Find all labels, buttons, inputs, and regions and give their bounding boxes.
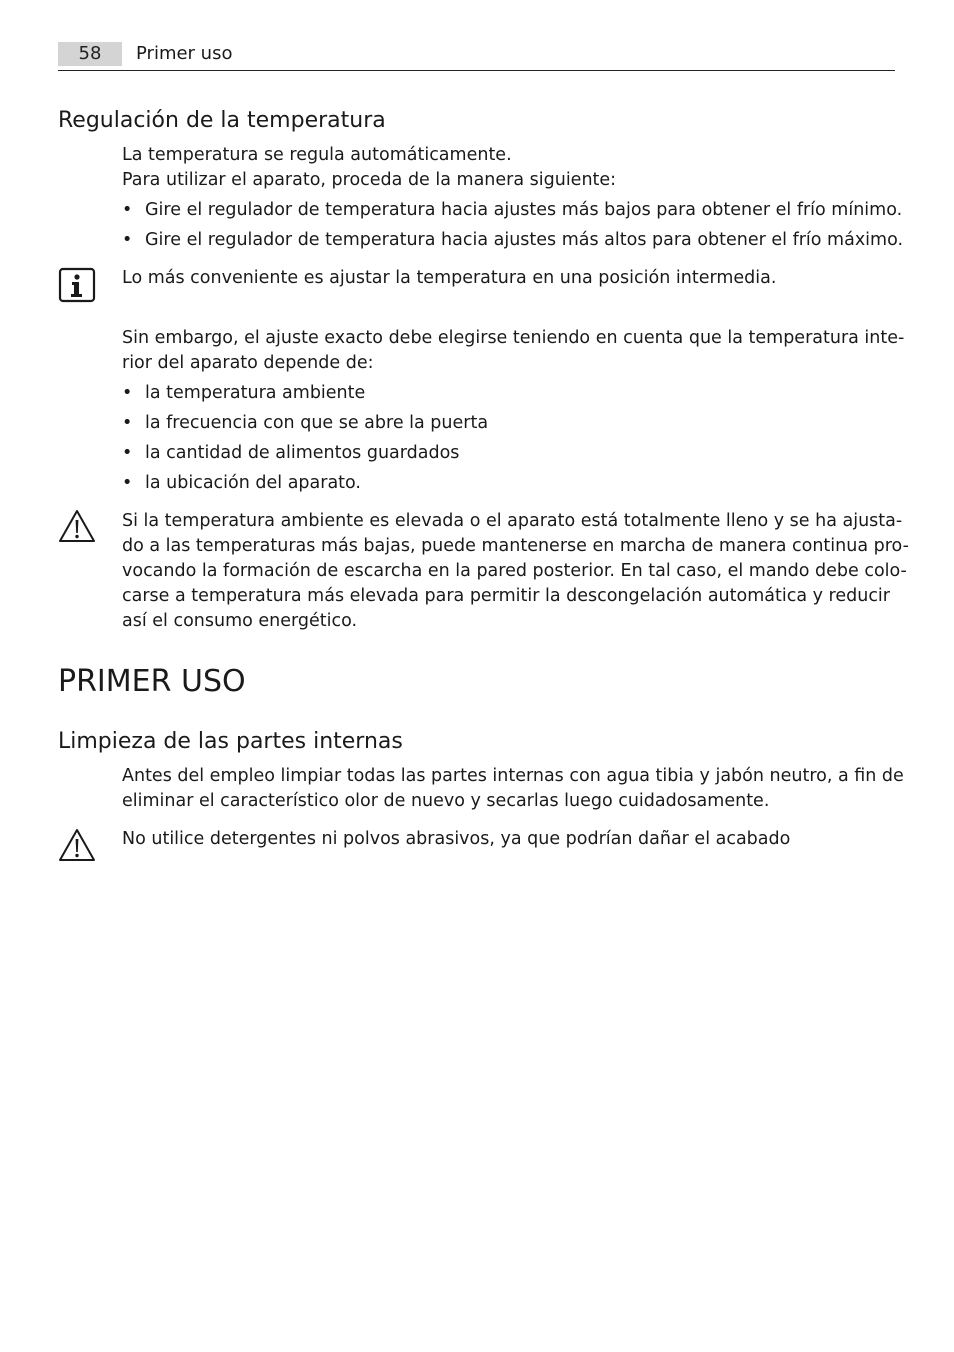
info-note [122,266,897,291]
cleaning-paragraph [122,764,904,814]
paragraph-line: vocando la formación de escarcha en la pared posterior. En tal caso, el mando debe colo- [122,561,907,581]
bullet-marker: • [122,230,133,250]
paragraph-line: La temperatura se regula automáticamente. [122,145,512,165]
list-item-text: la cantidad de alimentos guardados [145,443,460,463]
paragraph-line: carse a temperatura más elevada para permitir la descongelación automática y reducir [122,586,890,606]
paragraph-line: así el consumo energético. [122,611,358,631]
paragraph-line: do a las temperaturas más bajas, puede mantenerse en marcha de manera continua pro- [122,536,909,556]
paragraph-line: eliminar el característico olor de nuevo y secarlas luego cuidadosamente. [122,791,770,811]
page-header [58,40,895,72]
list-item-text: la frecuencia con que se abre la puerta [145,413,489,433]
paragraph-line: Antes del empleo limpiar todas las partes internas con agua tibia y jabón neutro, a fin de [122,766,904,786]
list-item-text: Gire el regulador de temperatura hacia ajustes más bajos para obtener el frío mínimo. [145,200,903,220]
paragraph-line: Para utilizar el aparato, proceda de la manera siguiente: [122,170,617,190]
heading-temperature-regulation: Regulación de la temperatura [58,108,386,133]
paragraph-line: Si la temperatura ambiente es elevada o el aparato está totalmente lleno y se ha ajusta- [122,511,903,531]
bullet-marker: • [122,383,133,403]
warning-paragraph [122,509,909,634]
warning-icon [58,508,96,544]
abrasive-warning [122,827,897,852]
heading-cleaning: Limpieza de las partes internas [58,729,403,754]
list-item-text: la temperatura ambiente [145,383,366,403]
header-rule [58,70,895,71]
bullet-marker: • [122,443,133,463]
bullet-marker: • [122,473,133,493]
paragraph-line: Lo más conveniente es ajustar la temperatura en una posición intermedia. [122,268,777,288]
list-item-text: la ubicación del aparato. [145,473,361,493]
bullet-marker: • [122,413,133,433]
paragraph-line: Sin embargo, el ajuste exacto debe elegirse teniendo en cuenta que la temperatura inte- [122,328,905,348]
paragraph-line: No utilice detergentes ni polvos abrasivos, ya que podrían dañar el acabado [122,829,791,849]
section-title-primer-uso: PRIMER USO [58,664,246,699]
warning-icon [58,827,96,863]
depends-paragraph [122,326,905,376]
info-icon [58,267,96,303]
bullet-marker: • [122,200,133,220]
paragraph-line: rior del aparato depende de: [122,353,374,373]
list-item-text: Gire el regulador de temperatura hacia ajustes más altos para obtener el frío máximo. [145,230,904,250]
running-section-title: Primer uso [136,43,233,64]
temperature-intro [122,143,897,193]
page-number: 58 [58,42,122,66]
